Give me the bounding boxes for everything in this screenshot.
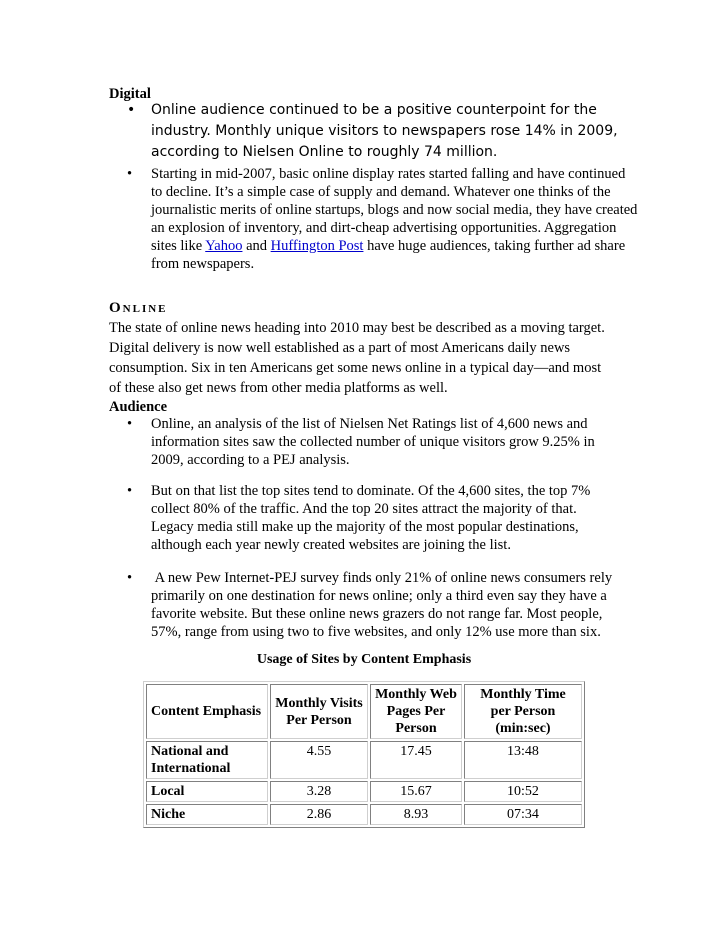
usage-table [143,681,585,828]
cell-visits: 2.86 [270,804,368,825]
bullet-icon: • [127,416,133,432]
digital-bullet-text-part: and [242,238,271,254]
cell-time: 10:52 [464,781,582,802]
header-monthly-visits: Monthly Visits Per Person [270,684,368,739]
online-paragraph: The state of online news heading into 2010 may best be described as a moving target. Digital delivery is now well established as a part of most Americans daily news consumption. Six in ten Americans get some news online in a typical day—and most of these also get news from other media platforms as well. [109,320,605,396]
yahoo-link[interactable]: Yahoo [205,238,243,254]
audience-bullet-text: A new Pew Internet-PEJ survey finds only 21% of online news consumers rely primarily on one destination for news online; only a third even say they have a favorite website. But these online news grazers do not range far. Most people, 57%, range from using two to five websites, and only 12% use more than six. [151,570,616,640]
online-heading-initial: O [109,300,123,316]
cell-visits: 4.55 [270,741,368,779]
table-row [146,804,582,825]
header-monthly-web-pages: Monthly Web Pages Per Person [370,684,462,739]
row-label: Niche [146,804,268,825]
audience-bullet-text: But on that list the top sites tend to dominate. Of the 4,600 sites, the top 7% collect 80% of the traffic. And the top 20 sites attract the majority of that. Legacy media still make up the majority of the most popular destinations, although each year newly created websites are joining the list. [151,483,591,553]
list-item [109,415,619,469]
table-row [146,741,582,779]
bullet-icon: • [127,570,133,586]
cell-pages: 15.67 [370,781,462,802]
audience-bullet-list-2 [109,482,619,554]
digital-bullet-text-part: have huge audiences, taking further ad share from newspapers. [151,238,626,272]
audience-bullet-list-3 [109,569,619,641]
digital-bullet-text: Online audience continued to be a positive counterpoint for the industry. Monthly unique visitors to newspapers rose 14% in 2009, according to Nielsen Online to roughly 74 million. [151,102,618,160]
audience-bullet-text: Online, an analysis of the list of Nielsen Net Ratings list of 4,600 news and information sites saw the collected number of unique visitors grow 9.25% in 2009, according to a PEJ analysis. [151,416,595,468]
online-heading-rest: NLINE [122,303,168,315]
table-row [146,781,582,802]
bullet-icon: • [127,483,133,499]
digital-bullet-list [109,100,639,163]
list-item [109,569,619,641]
online-heading [109,300,629,317]
table-header-row [146,684,582,739]
list-item [109,100,639,163]
digital-bullet-list-2 [109,165,639,273]
bullet-icon: • [127,166,133,182]
table-caption: Usage of Sites by Content Emphasis [256,652,472,667]
cell-pages: 8.93 [370,804,462,825]
audience-bullet-list-1 [109,415,619,469]
digital-bullet-text-part: Starting in mid-2007, basic online display rates started falling and have continued to decline. It’s a simple case of supply and demand. Whatever one thinks of the journalistic merits of online startups, blogs and now social media, they have created an explosion of inventory, and dirt-cheap advertising opportunities. Aggregation sites like [151,166,638,254]
cell-visits: 3.28 [270,781,368,802]
list-item [109,165,639,273]
row-label: Local [146,781,268,802]
list-item [109,482,619,554]
bullet-icon: • [127,102,136,118]
header-monthly-time: Monthly Time per Person (min:sec) [464,684,582,739]
digital-heading: Digital [109,86,151,102]
audience-heading: Audience [109,399,167,415]
row-label: National and International [146,741,268,779]
cell-time: 07:34 [464,804,582,825]
cell-time: 13:48 [464,741,582,779]
huffington-post-link[interactable]: Huffington Post [270,238,364,254]
header-content-emphasis: Content Emphasis [146,684,268,739]
cell-pages: 17.45 [370,741,462,779]
